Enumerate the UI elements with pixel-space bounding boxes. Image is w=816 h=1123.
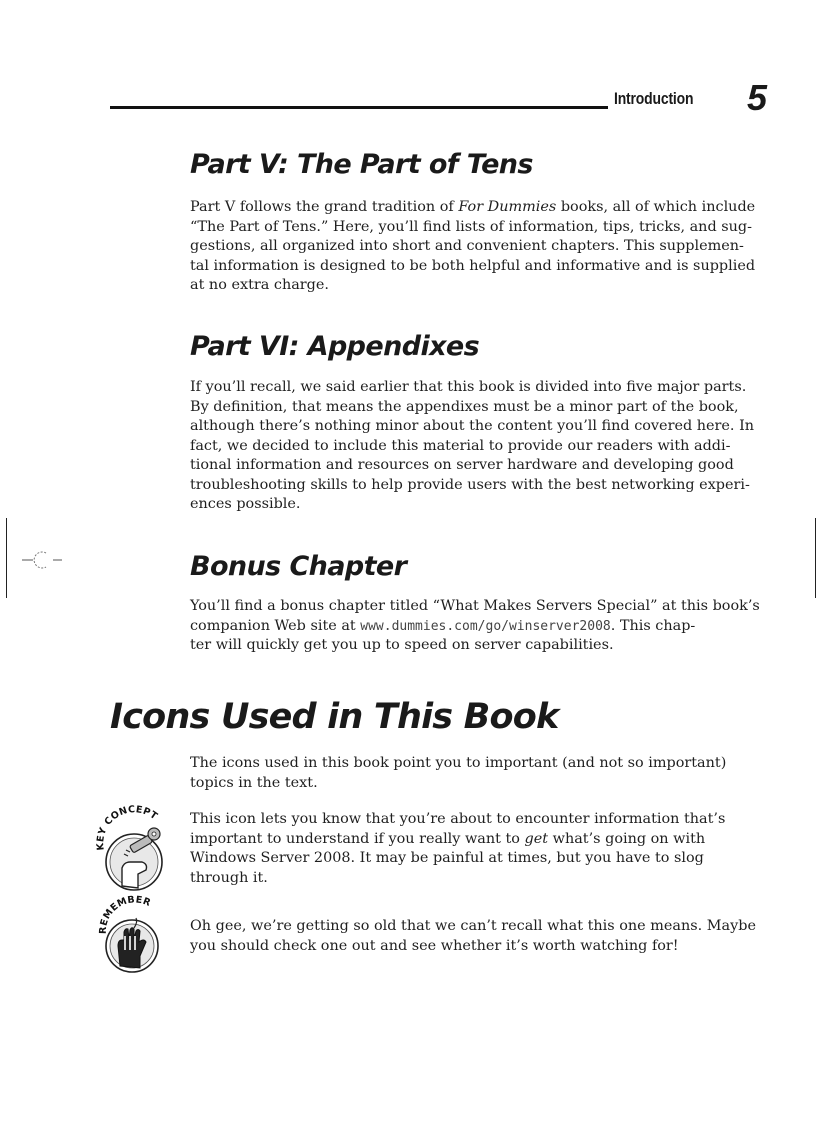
remember-icon — [94, 892, 176, 978]
text-line: This icon lets you know that you’re about to encounter information that’s — [190, 811, 726, 827]
key-concept-icon — [94, 804, 176, 896]
paragraph-remember — [190, 917, 756, 956]
text-line: ences possible. — [190, 496, 301, 512]
page-number: 5 — [747, 77, 768, 118]
registration-mark-icon — [20, 548, 66, 572]
text-line: Oh gee, we’re getting so old that we can’t recall what this one means. Maybe — [190, 918, 756, 934]
text-line: tional information and resources on server hardware and developing good — [190, 457, 734, 473]
text-line: through it. — [190, 869, 268, 886]
crop-mark-left — [6, 518, 7, 598]
paragraph-part-vi — [190, 378, 755, 515]
section-heading-part-v: Part V: The Part of Tens — [190, 149, 533, 180]
text-line: troubleshooting skills to help provide users with the best networking experi- — [190, 476, 750, 493]
text-line: at no extra charge. — [190, 277, 329, 293]
text-line: “The Part of Tens.” Here, you’ll find lists of information, tips, tricks, and sug- — [190, 218, 752, 235]
text-line: you should check one out and see whether it’s worth watching for! — [190, 937, 679, 954]
svg-text:REMEMBER: REMEMBER — [97, 894, 153, 935]
emphasis-get: get — [524, 830, 549, 847]
text-line: although there’s nothing minor about the content you’ll find covered here. In — [190, 418, 755, 434]
text-line: Part V follows the grand tradition of For Dummies books, all of which include — [190, 199, 756, 215]
section-heading-bonus-chapter: Bonus Chapter — [190, 551, 407, 582]
text-line: tal information is designed to be both helpful and informative and is supplied — [190, 257, 756, 274]
text-line: companion Web site at www.dummies.com/go/winserver2008. This chap- — [190, 617, 696, 634]
chapter-heading-icons: Icons Used in This Book — [110, 697, 559, 737]
paragraph-key-concept — [190, 810, 726, 888]
running-head: Introduction — [614, 89, 694, 108]
book-series-italic: For Dummies — [458, 199, 557, 215]
header-rule — [110, 106, 608, 109]
text-line: Windows Server 2008. It may be painful at times, but you have to slog — [190, 850, 704, 866]
text-line: gestions, all organized into short and convenient chapters. This supplemen- — [190, 238, 744, 254]
text-line: ter will quickly get you up to speed on server capabilities. — [190, 637, 614, 653]
text-line: If you’ll recall, we said earlier that this book is divided into five major parts. — [190, 379, 747, 395]
text-line: fact, we decided to include this material to provide our readers with addi- — [190, 437, 731, 454]
text-line: By definition, that means the appendixes must be a minor part of the book, — [190, 398, 739, 415]
companion-site-url[interactable]: www.dummies.com/go/winserver2008 — [360, 618, 611, 634]
section-heading-part-vi: Part VI: Appendixes — [190, 331, 480, 362]
paragraph-icons-intro — [190, 754, 727, 793]
text-line: You’ll find a bonus chapter titled “What Makes Servers Special” at this book’s — [190, 598, 760, 614]
svg-text:KEY CONCEPT: KEY CONCEPT — [95, 804, 160, 851]
text-line: topics in the text. — [190, 774, 318, 791]
text-line: important to understand if you really want to get what’s going on with — [190, 830, 706, 847]
text-line: The icons used in this book point you to important (and not so important) — [190, 755, 727, 771]
paragraph-part-v — [190, 198, 756, 296]
paragraph-bonus-chapter — [190, 597, 760, 656]
